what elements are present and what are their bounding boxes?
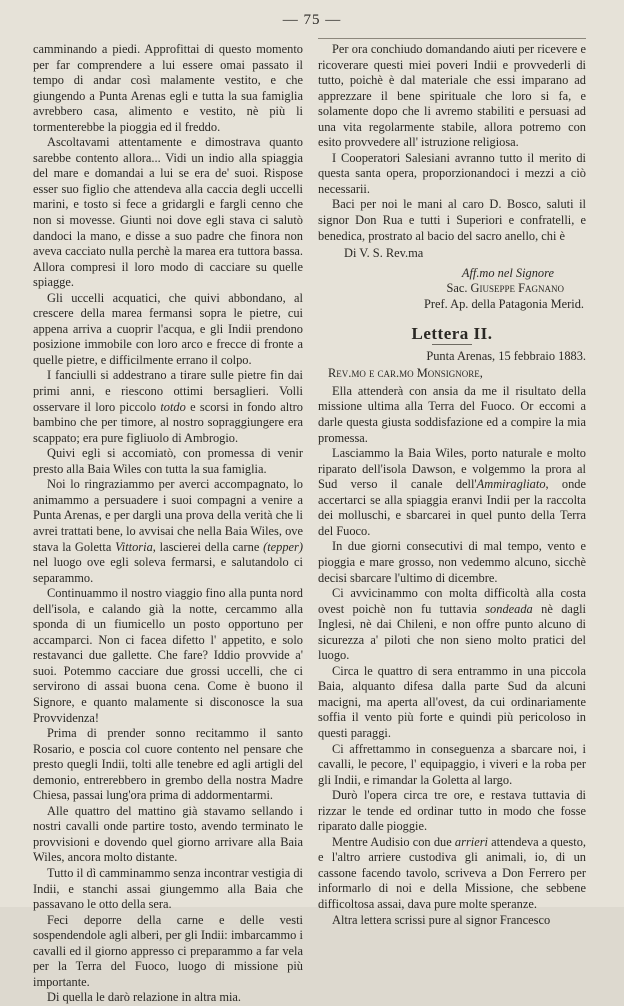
- signature-name-prefix: Sac.: [446, 281, 468, 296]
- italic-term: sondeada: [485, 601, 533, 616]
- paragraph: Lasciammo la Baia Wiles, porto naturale e molto riparato dell'isola Dawson, e volgemmo la prora al Sud verso il canale dell'Ammiragliato, onde accertarci se alla spiaggia eranvi Indii per la raccolta dei molluschi, e sbarcarei in quel punto della Terra del Fuoco.: [318, 446, 586, 538]
- paragraph: Ci affrettammo in conseguenza a sbarcare noi, i cavalli, le pecore, l' equipaggio, i viveri e la roba per gli Indii, e rimandar la Goletta al largo.: [318, 741, 586, 787]
- paragraph: Mentre Audisio con due arrieri attendeva a questo, e l'altro arriere custodiva gli animali, io, di un cassone facendo tavolo, scriveva a Don Ferrero per informarlo di noi e della Missione, che sebbene difficoltosa assai, dava pure molte speranze.: [318, 834, 586, 911]
- paragraph: Alle quattro del mattino già stavamo sellando i nostri cavalli onde partire tosto, avendo terminato le provvisioni e dovendo quel giorno arrivare alla Baia Wiles, ancora molto distante.: [33, 803, 303, 865]
- paragraph: Durò l'opera circa tre ore, e restava tuttavia di rizzar le tende ed ordinar tutto in modo che fosse riparato dalle pioggie.: [318, 788, 586, 834]
- signature-name-text: Giuseppe Fagnano: [470, 281, 564, 296]
- paragraph: Ci avvicinammo con molta difficoltà alla costa ovest poichè non fu tuttavia sondeada nè dagli Inglesi, nè dai Chileni, e non offre punto alcuno di sicurezza a' piloti che non sieno molto pratici del luogo.: [318, 586, 586, 663]
- paragraph: Tutto il dì camminammo senza incontrar vestigia di Indii, e stanchi assai giungemmo alla Baia che passavano le otto della sera.: [33, 865, 303, 912]
- paragraph: Noi lo ringraziammo per averci accompagnato, lo animammo a persuadere i suoi compagni a venire a Punta Arenas, e per dargli una prova della verità che li avrei trattati bene, lo avvisai che nella Baia Wiles, ove stava la Goletta Vittoria, lascierei della carne (tepper) nel luogo ove egli soleva fermarsi, e salutandolo ci separammo.: [33, 477, 303, 585]
- header-rule: [318, 38, 586, 39]
- letter-body: [318, 384, 586, 928]
- paragraph: Baci per noi le mani al caro D. Bosco, saluti il signor Don Rua e tutti i Superiori e confratelli, e benedica, prostrato al bacio del sacro anello, chi è: [318, 197, 586, 243]
- paragraph: Prima di prender sonno recitammo il santo Rosario, e poscia col cuore contento nel pensare che presto quegli Indii, tolti alle tenebre ed agli artigli del demonio, entrerebbero in grembo della nostra Madre Chiesa, passai lung'ora prima di addormentarmi.: [33, 726, 303, 803]
- italic-term: (tepper): [263, 539, 303, 554]
- paragraph: Ella attenderà con ansia da me il risultato della missione ultima alla Terra del Fuoco. Or eccomi a darle questa giusta soddisfazione ed a compire la mia promessa.: [318, 383, 586, 445]
- dateline: Punta Arenas, 15 febbraio 1883.: [426, 348, 586, 363]
- paragraph: Per ora conchiudo domandando aiuti per ricevere e ricoverare questi miei poveri Indii e provvederli di tutto, poichè è dal materiale che essi imparano ad apprezzare il bene spirituale che loro si fa, e solamente dopo che li avremo stabiliti e persuasi ad una vita regolarmente stabile, allora potremo con esito provvedere all' istruzione religiosa.: [318, 42, 586, 150]
- salutation: Rev.mo e car.mo Monsignore,: [328, 366, 483, 381]
- paragraph: Quivi egli si accomiatò, con promessa di venir presto alla Baia Wiles con tutta la sua famiglia.: [33, 446, 303, 476]
- right-column: [318, 42, 586, 928]
- paragraph: Circa le quattro di sera entrammo in una piccola Baia, alquanto difesa dalla parte Sud da alcuni macigni, ma aperta all'ovest, da cui ordinariamente soffia il vento più forte e quindi più pericoloso in questi paraggi.: [318, 663, 586, 740]
- signature-name: [318, 281, 586, 297]
- signature-salutation: Di V. S. Rev.ma: [344, 246, 424, 261]
- paragraph: In due giorni consecutivi di mal tempo, vento e pioggia e mare grosso, non vedemmo alcuno, sicchè decisi sbarcare l'ultimo di dicembre.: [318, 539, 586, 585]
- letter-heading: Lettera II.: [411, 324, 493, 344]
- italic-term: Ammiragliato: [476, 477, 546, 492]
- paragraph: Ascoltavami attentamente e dimostrava quanto sarebbe contento allora... Vidi un indio alla spiaggia del mare e domandai a lui se era de' suoi. Rispose esser suo figlio che attendeva alla caccia degli uccelli marini, e tosto si fece a gridargli e fargli cenno che non si movesse. Giunti noi dove egli stava ci salutò dandoci la mano, e disse a suo padre che finora non aveva cacciato nulla perchè la marea era tuttora bassa. Allora compresi il loro modo di cacciare su quelle spiagge.: [33, 135, 303, 290]
- paragraph: Gli uccelli acquatici, che quivi abbondano, al crescere della marea fermansi sopra le pietre, cui appena arriva a cuoprir l'acqua, e gli Indii prendono posizione immobile con loro arco e frecce di fronte a quelle pietre, e difficilmente errano il colpo.: [33, 290, 303, 367]
- paragraph: Continuammo il nostro viaggio fino alla punta nord dell'isola, e calando già la notte, cercammo alla sponda di un fiumicello un posto opportuno per accamparci. Non ci facea difetto l' appetito, e solo restavanci due gallette. Che fare? Iddio provvide a' suoi. Potemmo cacciare due grossi uccelli, che ci servirono di assai buona cena. Come è buono il Signore, e quanto malamente si disconosce la sua Provvidenza!: [33, 586, 303, 725]
- signature-title: Pref. Ap. della Patagonia Merid.: [423, 296, 584, 311]
- paragraph: Di quella le darò relazione in altra mia.: [47, 990, 242, 1005]
- paragraph: I fanciulli si addestrano a tirare sulle pietre fin dai primi anni, e riescono ottimi bersaglieri. Volli osservare il loro piccolo totdo e scorsi in fondo altro bambino che per timore, al nostro sopraggiungere era scappato; era pure figliuolo di Ambrogio.: [33, 368, 303, 445]
- italic-term: arrieri: [454, 834, 488, 849]
- page-number: — 75 —: [282, 12, 342, 28]
- letter-closing-paragraphs: [318, 42, 586, 244]
- italic-term: totdo: [160, 399, 186, 414]
- paragraph: camminando a piedi. Approfittai di questo momento per far comprendere a lui essere omai passato il tempo di andar così malamente vestito, e che giungendo a Punta Arenas egli e tutta la sua famiglia avrebbero casa, alimento e vestito, nè più li tormenterebbe la pioggia ed il freddo.: [33, 42, 303, 134]
- paragraph: I Cooperatori Salesiani avranno tutto il merito di questa santa opera, proporzionandoci i mezzi a ciò necessarii.: [318, 150, 586, 196]
- paragraph: Feci deporre della carne e delle vesti sospendendole agli alberi, per gli Indii: imbarcammo i cavalli ed il giorno appresso ci preparammo a far vela per la Terra del Fuoco, luogo di missione più importante.: [33, 912, 303, 989]
- paragraph: Altra lettera scrissi pure al signor Francesco: [332, 912, 551, 927]
- heading-rule: [432, 344, 472, 345]
- signature-closing: Aff.mo nel Signore: [461, 265, 554, 280]
- left-column: [33, 42, 303, 1006]
- italic-term: Vittoria: [115, 539, 153, 554]
